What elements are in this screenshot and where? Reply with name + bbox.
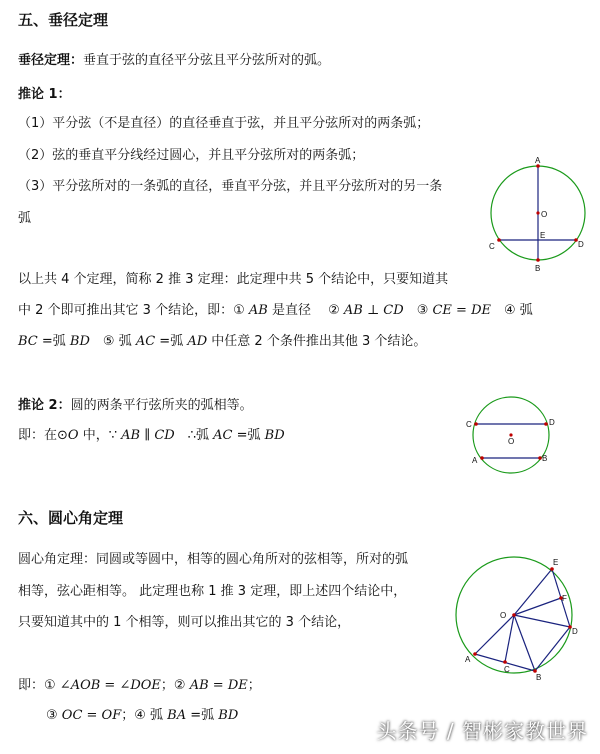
fig1-label-e: E — [540, 231, 546, 240]
fig3-label-a: A — [465, 655, 471, 664]
theorem-text: 垂直于弦的直径平分弦且平分弦所对的弧。 — [83, 53, 331, 68]
fig2-label-c: C — [466, 420, 472, 429]
corollary2-line — [18, 397, 253, 415]
fig1-label-c: C — [489, 242, 495, 251]
fig3-label-d: D — [572, 627, 578, 636]
section6-heading: 六、圆心角定理 — [18, 509, 124, 527]
c1-item2: （2）弦的垂直平分线经过圆心，并且平分弦所对的两条弧； — [18, 148, 365, 163]
eq1-text1: ；② — [160, 678, 190, 693]
theorem-line — [18, 52, 330, 70]
fig3-label-e: E — [553, 558, 559, 567]
figure-perpendicular-diameter — [484, 153, 600, 279]
corollary2-equation — [18, 427, 285, 445]
c2-math3: AC — [213, 428, 233, 443]
eq2-math1: OC = OF — [61, 708, 122, 723]
c2-text3: =弧 — [232, 428, 265, 443]
fig1-point-o — [536, 211, 539, 214]
summary3-text4: 中任意 2 个条件推出其他 3 个结论。 — [207, 334, 427, 349]
fig1-label-b: B — [535, 264, 541, 273]
section6-line1: 圆心角定理：同圆或等圆中，相等的圆心角所对的弦相等，所对的弧 — [18, 552, 409, 567]
figure-central-angles — [450, 550, 590, 686]
summary2-math1: AB — [248, 303, 268, 318]
fig3-point-a — [473, 652, 477, 656]
corollary2-label: 推论 2： — [18, 398, 71, 413]
eq2-pre: ③ — [46, 708, 62, 723]
summary2-text2: ③ — [403, 303, 433, 318]
c1-item1: （1）平分弦（不是直径）的直径垂直于弦，并且平分弦所对的两条弧； — [18, 116, 430, 131]
section6-line3: 只要知道其中的 1 个相等，则可以推出其它的 3 个结论， — [18, 615, 351, 630]
fig3-label-o: O — [500, 611, 507, 620]
summary-line2 — [18, 302, 533, 320]
fig3-point-e — [550, 567, 554, 571]
fig1-point-c — [497, 238, 501, 242]
c2-math4: BD — [264, 428, 285, 443]
eq2-math2: BA — [167, 708, 187, 723]
fig2-label-a: A — [472, 456, 478, 465]
fig2-label-d: D — [549, 418, 555, 427]
summary-line1: 以上共 4 个定理，简称 2 推 3 定理：此定理中共 5 个结论中，只要知道其 — [18, 272, 449, 287]
c2-text1: 中，∵ — [78, 428, 122, 443]
fig3-point-o — [512, 613, 516, 617]
eq1-text2: ； — [247, 678, 261, 693]
summary3-math3: AC — [135, 334, 156, 349]
theorem-label: 垂径定理： — [18, 53, 84, 68]
fig2-label-b: B — [542, 454, 548, 463]
eq2-math3: BD — [218, 708, 239, 723]
section5-heading: 五、垂径定理 — [18, 11, 109, 29]
fig2-point-a — [480, 456, 484, 460]
figure-parallel-chords — [458, 392, 568, 482]
fig3-label-c: C — [504, 665, 510, 674]
c2-pre: 即：在⊙ — [18, 428, 68, 443]
summary2-text3: ④ 弧 — [491, 303, 533, 318]
eq2-text2: =弧 — [186, 708, 219, 723]
fig2-label-o: O — [508, 437, 515, 446]
summary3-math1: BC — [18, 334, 38, 349]
c1-item3b: 弧 — [18, 211, 32, 226]
c2-text2: ∴弧 — [174, 428, 214, 443]
fig3-chord-bd — [535, 627, 570, 671]
summary2-math2: AB ⊥ CD — [343, 303, 404, 318]
section6-line2: 相等，弦心距相等。 此定理也称 1 推 3 定理，即上述四个结论中， — [18, 584, 407, 599]
fig3-label-f: F — [562, 594, 567, 603]
summary3-text2: ⑤ 弧 — [89, 334, 136, 349]
section6-equation2 — [46, 707, 238, 725]
fig3-od — [514, 615, 570, 627]
watermark: 头条号 / 智彬家教世界 — [376, 719, 588, 743]
fig1-label-o: O — [541, 210, 548, 219]
corollary1-label: 推论 1： — [18, 87, 71, 102]
c2-math1: O — [67, 428, 79, 443]
fig3-point-c — [503, 660, 507, 664]
summary3-math2: BD — [69, 334, 90, 349]
summary2-text1: 是直径 ② — [267, 303, 344, 318]
summary3-text1: =弧 — [37, 334, 70, 349]
fig2-point-d — [544, 422, 548, 426]
summary3-text3: =弧 — [155, 334, 188, 349]
fig1-point-b — [536, 258, 540, 262]
eq2-text1: ；④ 弧 — [121, 708, 168, 723]
section6-equation1 — [18, 677, 261, 695]
c2-math2: AB ∥ CD — [121, 428, 175, 443]
eq1-pre: 即：① — [18, 678, 60, 693]
summary3-math4: AD — [187, 334, 208, 349]
eq1-math2: AB = DE — [189, 678, 248, 693]
summary2-math3: CE = DE — [432, 303, 491, 318]
fig2-point-c — [474, 422, 478, 426]
summary2-pre: 中 2 个即可推出其它 3 个结论，即：① — [18, 303, 249, 318]
fig1-label-d: D — [578, 240, 584, 249]
fig3-ob — [514, 615, 535, 671]
c1-item3a: （3）平分弦所对的一条弧的直径，垂直平分弦，并且平分弦所对的另一条 — [18, 179, 443, 194]
summary-line3 — [18, 333, 426, 351]
fig3-label-b: B — [536, 673, 542, 682]
eq1-math1: ∠AOB = ∠DOE — [59, 678, 161, 693]
fig1-label-a: A — [535, 156, 541, 165]
corollary2-text: 圆的两条平行弦所夹的弧相等。 — [70, 398, 253, 413]
